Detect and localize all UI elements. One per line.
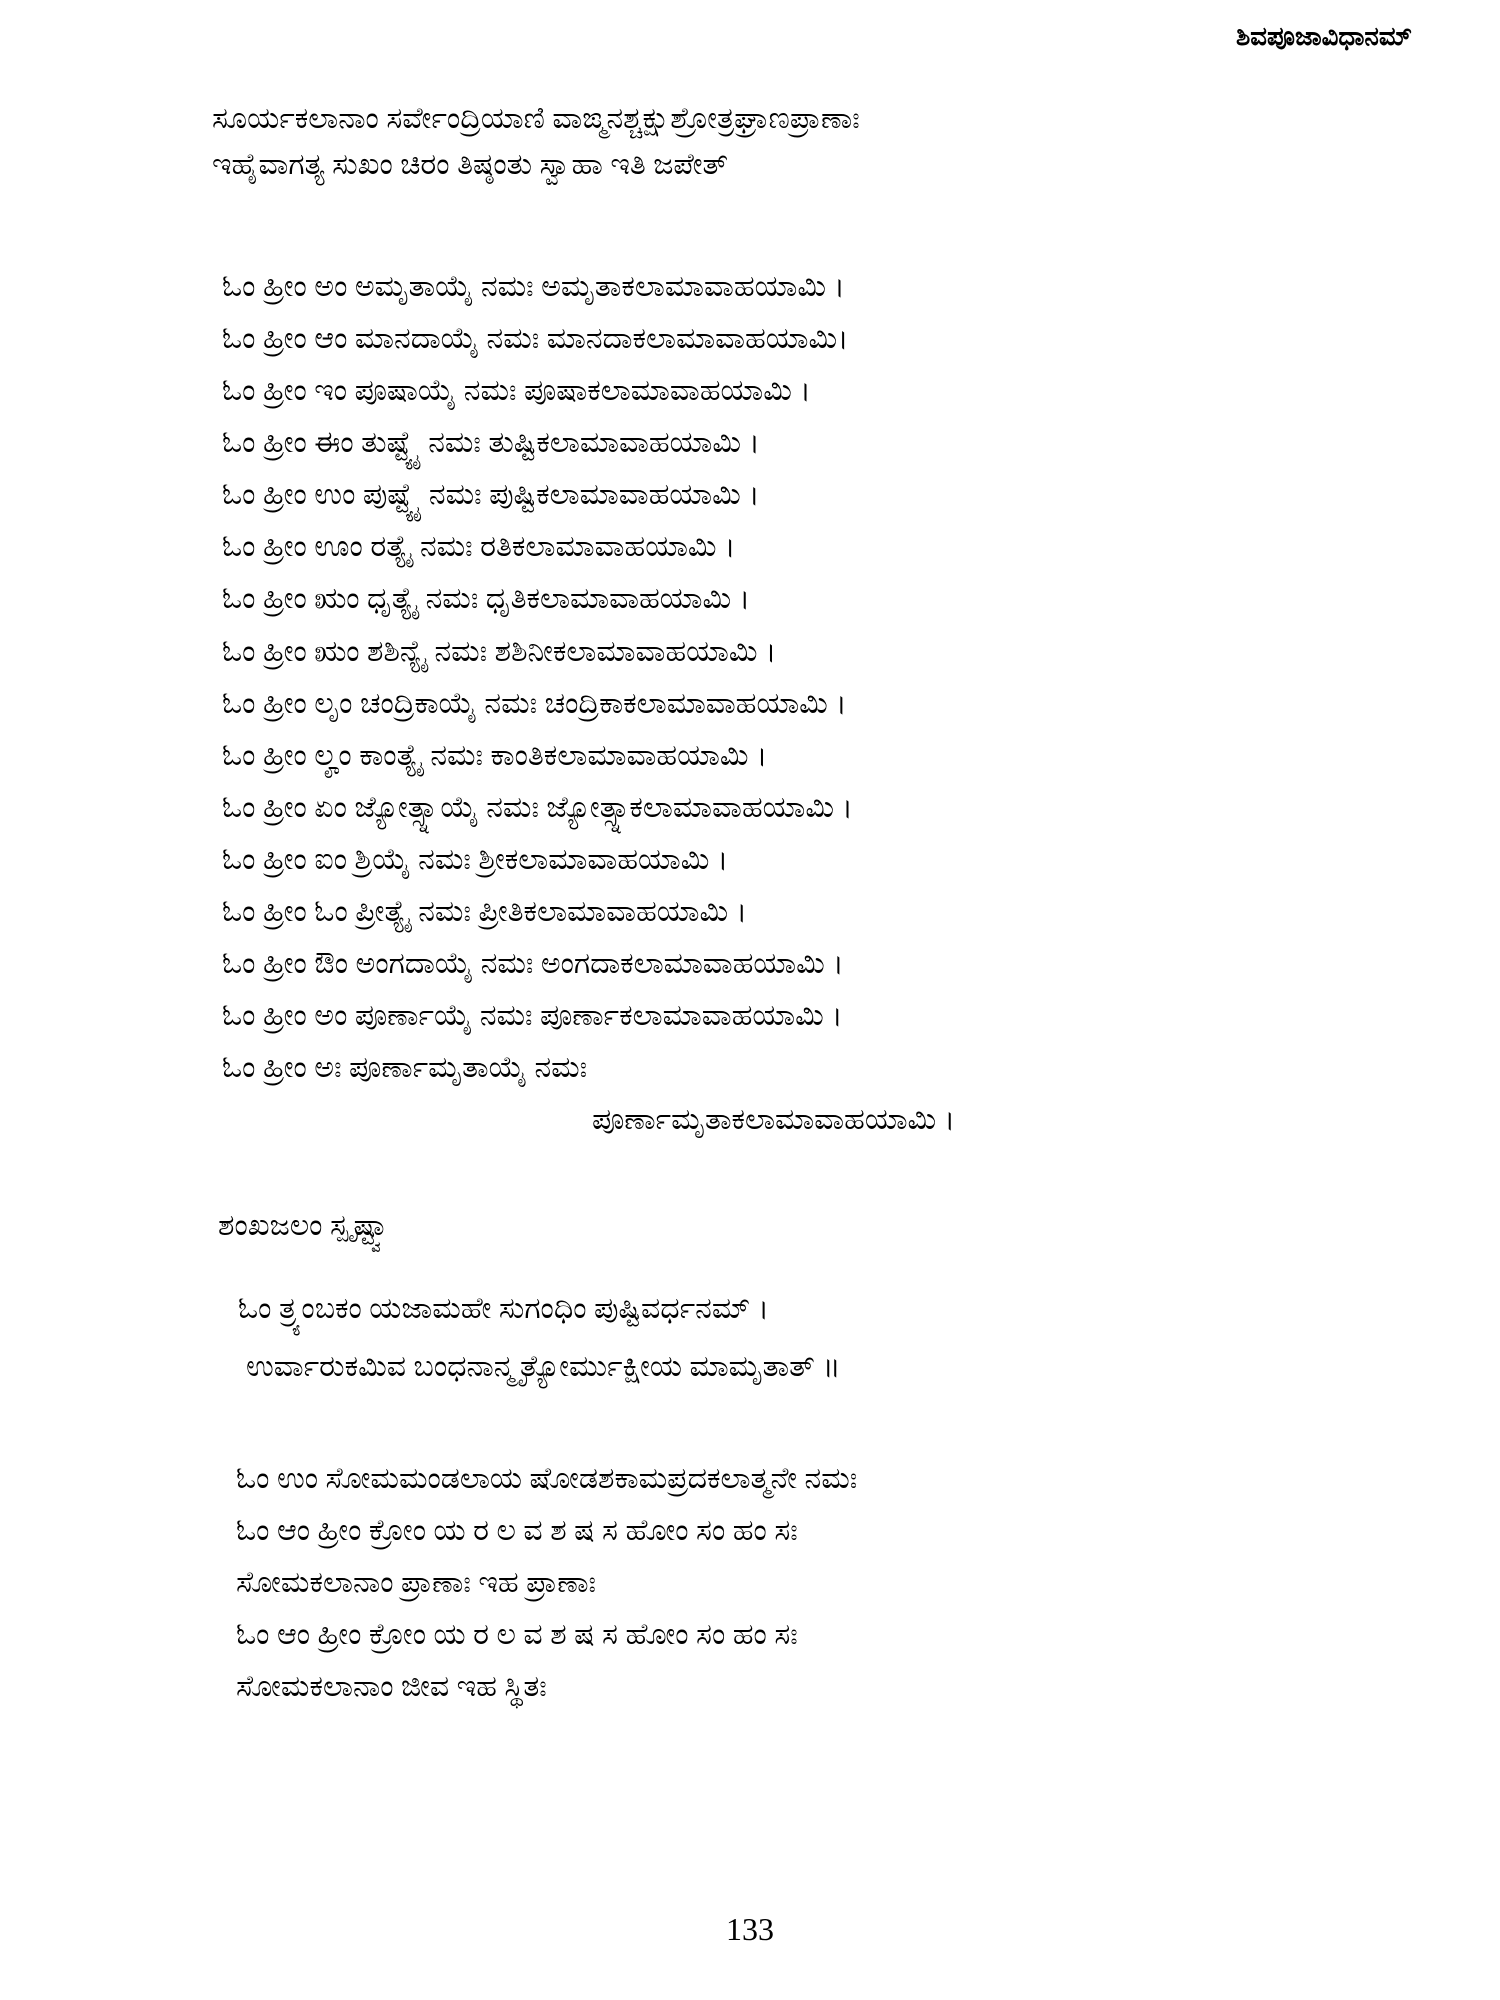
closing-block [236, 1453, 1396, 1712]
mantra-line: ಓಂ ಹ್ರೀಂ ಋಂ ಧೃತ್ಯೈ ನಮಃ ಧೃತಿಕಲಾಮಾವಾಹಯಾಮಿ । [222, 582, 751, 616]
mantra-line: ಓಂ ಹ್ರೀಂ ಉಂ ಪುಷ್ಟ್ಯೈ ನಮಃ ಪುಷ್ಟಿಕಲಾಮಾವಾಹಯಾಮಿ । [222, 478, 760, 512]
page-content [0, 96, 1500, 1712]
page-number: 133 [726, 1911, 774, 1947]
closing-line: ಸೋಮಕಲಾನಾಂ ಜೀವ ಇಹ ಸ್ಥಿತಃ [236, 1669, 547, 1703]
mantra-line: ಓಂ ಹ್ರೀಂ ಲೃಂ ಚಂದ್ರಿಕಾಯೈ ನಮಃ ಚಂದ್ರಿಕಾಕಲಾಮಾವಾಹಯಾಮಿ । [222, 686, 847, 720]
spacer [0, 1397, 1500, 1453]
intro-line: ಇಹೈವಾಗತ್ಯ ಸುಖಂ ಚಿರಂ ತಿಷ್ಠಂತು ಸ್ವಾಹಾ ಇತಿ ಜಪೇತ್ [212, 147, 729, 181]
mantra-line: ಓಂ ಹ್ರೀಂ ಅಂ ಅಮೃತಾಯೈ ನಮಃ ಅಮೃತಾಕಲಾಮಾವಾಹಯಾಮಿ । [222, 270, 845, 304]
verse-block [0, 1280, 1500, 1397]
spacer [0, 1146, 1500, 1202]
mantra-line: ಓಂ ಹ್ರೀಂ ಆಂ ಮಾನದಾಯೈ ನಮಃ ಮಾನದಾಕಲಾಮಾವಾಹಯಾಮಿ। [222, 322, 849, 356]
mantra-line-continuation: ಪೂರ್ಣಾಮೃತಾಕಲಾಮಾವಾಹಯಾಮಿ । [592, 1102, 956, 1136]
section-heading: ಶಂಖಜಲಂ ಸ್ಪೃಷ್ಟ್ವಾ [218, 1208, 392, 1242]
mantra-line: ಓಂ ಹ್ರೀಂ ಈಂ ತುಷ್ಟ್ಯೈ ನಮಃ ತುಷ್ಟಿಕಲಾಮಾವಾಹಯಾಮಿ । [222, 426, 760, 460]
closing-line: ಓಂ ಆಂ ಹ್ರೀಂ ಕ್ರೋಂ ಯ ರ ಲ ವ ಶ ಷ ಸ ಹೋಂ ಸಂ ಹಂ ಸಃ [236, 1617, 798, 1651]
closing-line: ಓಂ ಆಂ ಹ್ರೀಂ ಕ್ರೋಂ ಯ ರ ಲ ವ ಶ ಷ ಸ ಹೋಂ ಸಂ ಹಂ ಸಃ [236, 1513, 798, 1547]
mantra-line: ಓಂ ಹ್ರೀಂ ಲೄಂ ಕಾಂತ್ಯೈ ನಮಃ ಕಾಂತಿಕಲಾಮಾವಾಹಯಾಮಿ । [222, 738, 768, 772]
mantra-list [222, 261, 1382, 1146]
mantra-line: ಓಂ ಹ್ರೀಂ ಓಂ ಪ್ರೀತ್ಯೈ ನಮಃ ಪ್ರೀತಿಕಲಾಮಾವಾಹಯಾಮಿ । [222, 894, 748, 928]
mantra-line: ಓಂ ಹ್ರೀಂ ಊಂ ರತ್ಯೈ ನಮಃ ರತಿಕಲಾಮಾವಾಹಯಾಮಿ । [222, 530, 736, 564]
closing-line: ಸೋಮಕಲಾನಾಂ ಪ್ರಾಣಾಃ ಇಹ ಪ್ರಾಣಾಃ [236, 1565, 596, 1599]
running-header: ಶಿವಪೂಜಾವಿಧಾನಮ್ [1236, 22, 1412, 51]
mantra-line: ಓಂ ಹ್ರೀಂ ಅಂ ಪೂರ್ಣಾಯೈ ನಮಃ ಪೂರ್ಣಾಕಲಾಮಾವಾಹಯಾಮಿ । [222, 998, 843, 1032]
verse-line: ಉರ್ವಾರುಕಮಿವ ಬಂಧನಾನ್ಮೃತ್ಯೋರ್ಮುಕ್ಷೀಯ ಮಾಮೃತಾತ್ ॥ [246, 1350, 841, 1384]
spacer [0, 1250, 1500, 1280]
intro-line: ಸೂರ್ಯಕಲಾನಾಂ ಸರ್ವೇಂದ್ರಿಯಾಣಿ ವಾಙ್ಮನಶ್ಚಕ್ಷುಶ್ರೋತ್ರಘ್ರಾಣಪ್ರಾಣಾಃ [212, 102, 860, 135]
closing-line: ಓಂ ಉಂ ಸೋಮಮಂಡಲಾಯ ಷೋಡಶಕಾಮಪ್ರದಕಲಾತ್ಮನೇ ನಮಃ [236, 1461, 858, 1495]
mantra-line: ಓಂ ಹ್ರೀಂ ಅಃ ಪೂರ್ಣಾಮೃತಾಯೈ ನಮಃ [222, 1050, 588, 1084]
mantra-line: ಓಂ ಹ್ರೀಂ ಇಂ ಪೂಷಾಯೈ ನಮಃ ಪೂಷಾಕಲಾಮಾವಾಹಯಾಮಿ । [222, 374, 811, 408]
mantra-line: ಓಂ ಹ್ರೀಂ ಋಂ ಶಶಿನ್ಯೈ ನಮಃ ಶಶಿನೀಕಲಾಮಾವಾಹಯಾಮಿ । [222, 634, 777, 668]
verse-line: ಓಂ ತ್ರ್ಯಂಬಕಂ ಯಜಾಮಹೇ ಸುಗಂಧಿಂ ಪುಷ್ಟಿವರ್ಧನಮ್ । [238, 1291, 769, 1325]
spacer [0, 187, 1500, 261]
intro-paragraph [212, 96, 1362, 187]
mantra-line: ಓಂ ಹ್ರೀಂ ಔಂ ಅಂಗದಾಯೈ ನಮಃ ಅಂಗದಾಕಲಾಮಾವಾಹಯಾಮಿ । [222, 946, 844, 980]
mantra-line: ಓಂ ಹ್ರೀಂ ಏಂ ಜ್ಯೋತ್ಸ್ನಾಯೈ ನಮಃ ಜ್ಯೋತ್ಸ್ನಾಕಲಾಮಾವಾಹಯಾಮಿ । [222, 790, 853, 824]
mantra-line: ಓಂ ಹ್ರೀಂ ಐಂ ಶ್ರಿಯೈ ನಮಃ ಶ್ರೀಕಲಾಮಾವಾಹಯಾಮಿ । [222, 842, 729, 876]
